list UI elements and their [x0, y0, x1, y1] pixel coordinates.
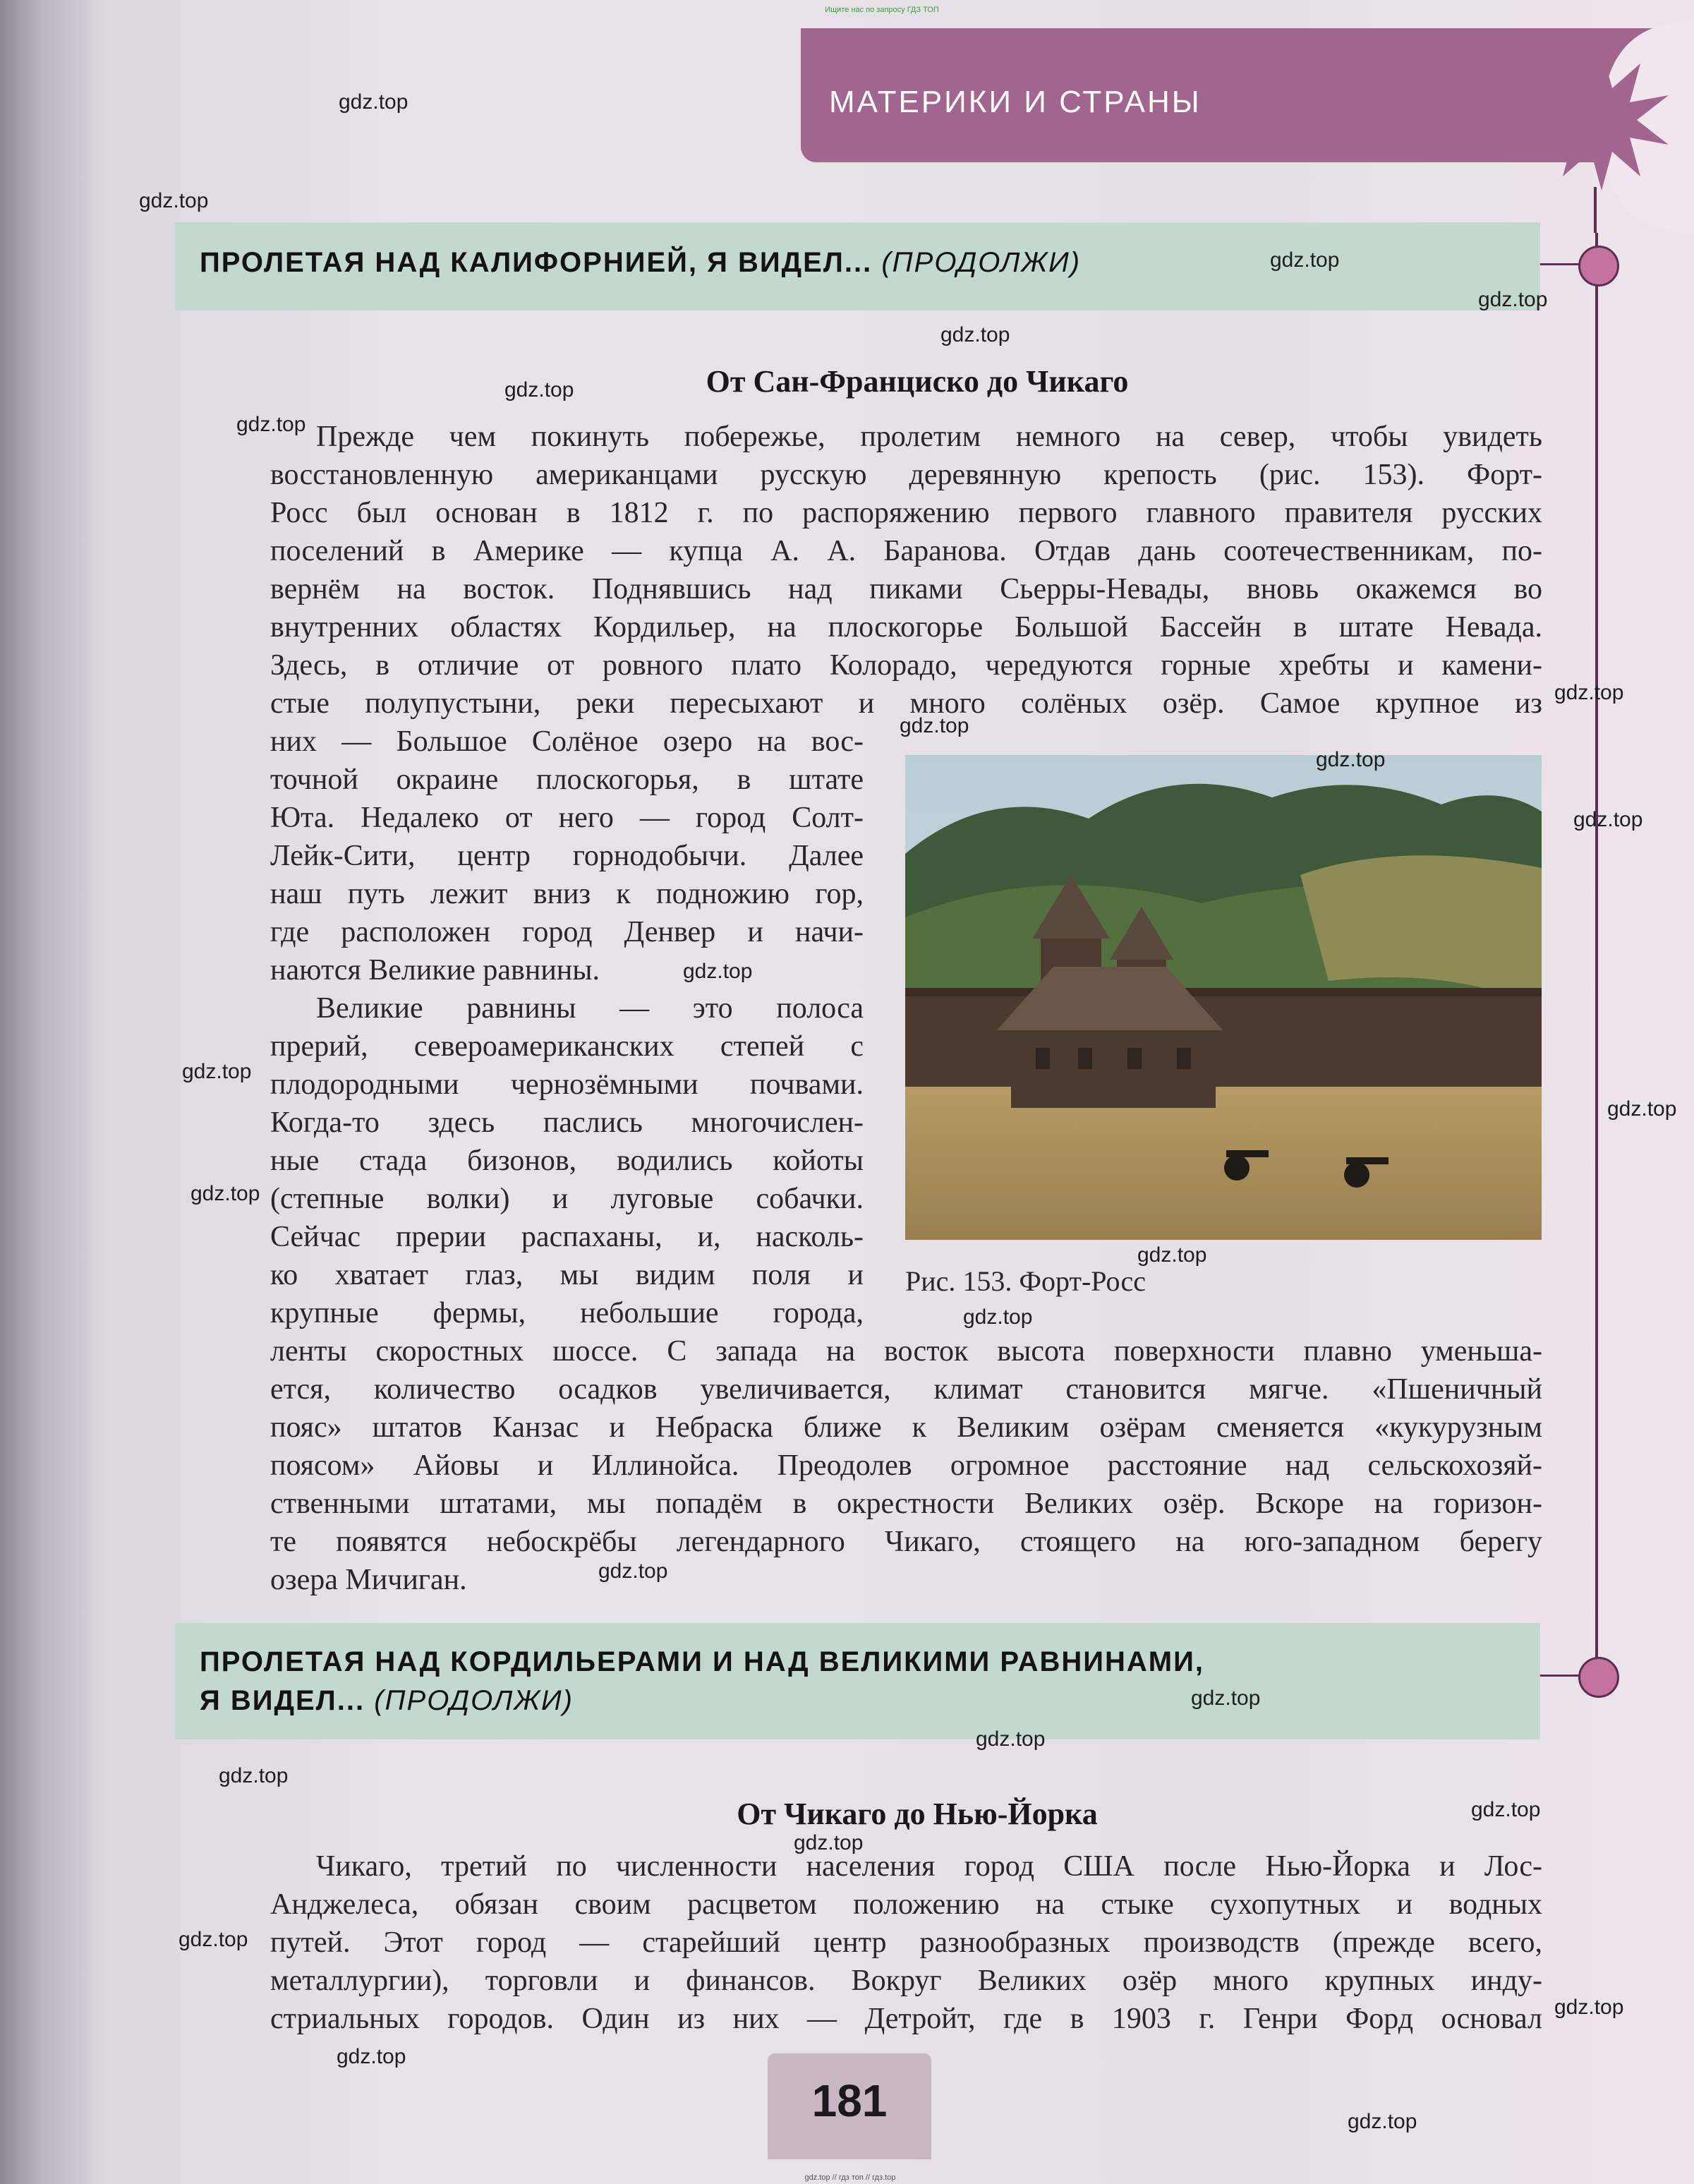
question-1-main: ПРОЛЕТАЯ НАД КАЛИФОРНИЕЙ, Я ВИДЕЛ...	[200, 247, 873, 278]
page-number: 181	[811, 2075, 888, 2126]
decor-dot-2	[1578, 1657, 1619, 1698]
text-line: где расположен город Денвер и начи-	[270, 916, 864, 948]
watermark: gdz.top	[683, 960, 753, 983]
text-line: наш путь лежит вниз к подножию гор,	[270, 878, 864, 910]
watermark: gdz.top	[339, 90, 409, 114]
figure-caption: Рис. 153. Форт-Росс	[905, 1265, 1147, 1297]
watermark: gdz.top	[1573, 808, 1643, 831]
text-line: крупные фермы, небольшие города,	[270, 1297, 864, 1329]
watermark: gdz.top	[1348, 2110, 1417, 2133]
text-line: поселений в Америке — купца А. А. Баранова. Отдав дань соотечественникам, по-	[270, 535, 1542, 567]
text-line: Лейк-Сити, центр горнодобычи. Далее	[270, 840, 864, 872]
book-gutter-shadow	[0, 0, 106, 2184]
decor-dot-1	[1578, 246, 1619, 286]
text-line: Сейчас прерии распаханы, и, насколь-	[270, 1221, 864, 1253]
text-line: те появятся небоскрёбы легендарного Чикаго, стоящего на юго-западном берегу	[270, 1526, 1542, 1558]
watermark: gdz.top	[1607, 1097, 1677, 1121]
text-line: точной окраине плоскогорья, в штате	[270, 764, 864, 796]
text-line: ется, количество осадков увеличивается, климат становится мягче. «Пшеничный	[270, 1373, 1542, 1406]
text-line: них — Большое Солёное озеро на вос-	[270, 725, 864, 758]
text-line: стые полупустыни, реки пересыхают и много солёных озёр. Самое крупное из	[270, 687, 1542, 720]
text-line: Здесь, в отличие от ровного плато Колорадо, чередуются горные хребты и камени-	[270, 649, 1542, 682]
text-line: внутренних областях Кордильер, на плоскогорье Большой Бассейн в штате Невада.	[270, 611, 1542, 644]
watermark: gdz.top	[219, 1764, 289, 1787]
text-line: Великие равнины — это полоса	[316, 992, 864, 1025]
text-line: Анджелеса, обязан своим расцветом положению на стыке сухопутных и водных	[270, 1888, 1542, 1921]
text-line: ственными штатами, мы попадём в окрестности Великих озёр. Вскоре на горизон-	[270, 1488, 1542, 1520]
text-line: ленты скоростных шоссе. С запада на восток высота поверхности плавно уменьша-	[270, 1335, 1542, 1368]
watermark: gdz.top	[1478, 288, 1548, 311]
text-line: поясом» Айовы и Иллинойса. Преодолев огромное расстояние над сельскохозяй-	[270, 1449, 1542, 1482]
text-line: вернём на восток. Поднявшись над пиками Сьерры-Невады, вновь окажемся во	[270, 573, 1542, 605]
question-bar-2-connector	[1540, 1675, 1580, 1677]
watermark: gdz.top	[940, 323, 1010, 346]
text-line: восстановленную американцами русскую деревянную крепость (рис. 153). Форт-	[270, 459, 1542, 491]
watermark: gdz.top	[598, 1559, 668, 1583]
top-banner: Ищите нас по запросу ГДЗ ТОП	[825, 6, 939, 14]
watermark: gdz.top	[1554, 681, 1624, 704]
text-line: прерий, североамериканских степей с	[270, 1030, 864, 1063]
text-line: ко хватает глаз, мы видим поля и	[270, 1259, 864, 1291]
watermark: gdz.top	[190, 1182, 260, 1205]
watermark: gdz.top	[963, 1305, 1033, 1329]
watermark: gdz.top	[794, 1831, 864, 1854]
text-line: Прежде чем покинуть побережье, пролетим немного на север, чтобы увидеть	[316, 421, 1542, 453]
question-bar-2	[175, 1623, 1540, 1739]
text-line: наются Великие равнины.	[270, 954, 600, 987]
watermark: gdz.top	[236, 413, 306, 436]
fort-ross-photo	[905, 755, 1542, 1240]
section-star-icon	[1496, 21, 1694, 233]
watermark: gdz.top	[1191, 1687, 1261, 1710]
text-line: (степные волки) и луговые собачки.	[270, 1183, 864, 1215]
text-line: озера Мичиган.	[270, 1564, 467, 1596]
question-2-hint: (ПРОДОЛЖИ)	[374, 1685, 574, 1716]
watermark: gdz.top	[1471, 1798, 1541, 1821]
watermark: gdz.top	[1316, 748, 1386, 771]
watermark: gdz.top	[900, 714, 969, 737]
question-2-line-1: ПРОЛЕТАЯ НАД КОРДИЛЬЕРАМИ И НАД ВЕЛИКИМИ РАВНИНАМИ,	[200, 1646, 1204, 1677]
watermark: gdz.top	[1554, 1996, 1624, 2019]
question-1	[200, 247, 1081, 279]
question-1-hint: (ПРОДОЛЖИ)	[881, 247, 1082, 278]
text-line: Росс был основан в 1812 г. по распоряжению первого главного правителя русских	[270, 497, 1542, 529]
text-line: ные стада бизонов, водились койоты	[270, 1145, 864, 1177]
question-2-main: Я ВИДЕЛ...	[200, 1685, 365, 1716]
text-line: Юта. Недалеко от него — город Солт-	[270, 802, 864, 834]
text-line: пояс» штатов Канзас и Небраска ближе к Великим озёрам сменяется «кукурузным	[270, 1411, 1542, 1444]
text-line: металлургии), торговли и финансов. Вокруг Великих озёр много крупных инду-	[270, 1965, 1542, 1997]
watermark: gdz.top	[504, 378, 574, 402]
text-line: Чикаго, третий по численности населения город США после Нью-Йорка и Лос-	[316, 1850, 1542, 1883]
text-line: Когда-то здесь паслись многочислен-	[270, 1106, 864, 1139]
decor-vertical-rule	[1595, 233, 1598, 1687]
watermark: gdz.top	[182, 1060, 252, 1083]
section-title: МАТЕРИКИ И СТРАНЫ	[829, 85, 1202, 119]
text-line: плодородными чернозёмными почвами.	[270, 1068, 864, 1101]
bottom-banner: gdz.top // гдз топ // гдз.top	[804, 2173, 896, 2182]
question-bar-1-connector	[1540, 263, 1580, 265]
watermark: gdz.top	[337, 2045, 406, 2068]
watermark: gdz.top	[1137, 1243, 1207, 1267]
text-line: путей. Этот город — старейший центр разнообразных производств (прежде всего,	[270, 1926, 1542, 1959]
watermark: gdz.top	[976, 1727, 1046, 1751]
heading-2: От Чикаго до Нью-Йорка	[737, 1797, 1098, 1831]
heading-1: От Сан-Франциско до Чикаго	[706, 364, 1129, 399]
watermark: gdz.top	[139, 189, 209, 212]
watermark: gdz.top	[179, 1928, 248, 1951]
question-2-line-2	[200, 1685, 574, 1717]
text-line: стриальных городов. Один из них — Детройт, где в 1903 г. Генри Форд основал	[270, 2003, 1542, 2035]
watermark: gdz.top	[1270, 248, 1340, 272]
